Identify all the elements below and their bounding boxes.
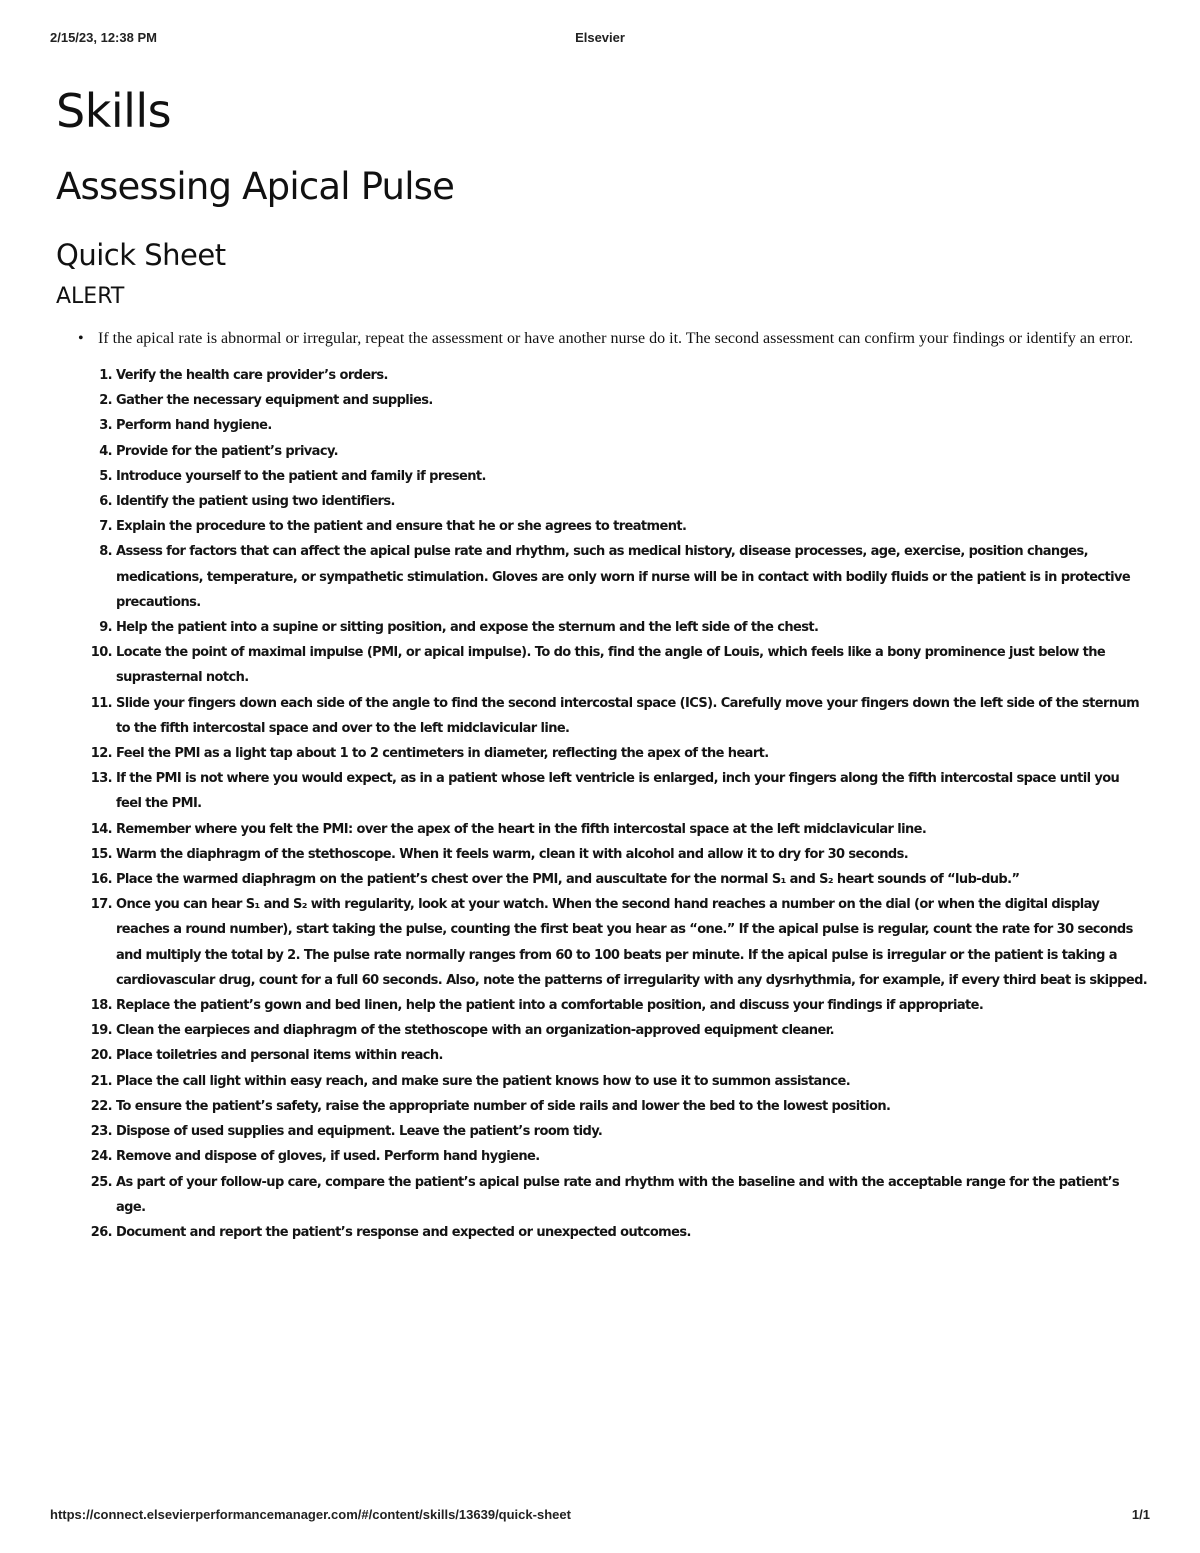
print-date: 2/15/23, 12:38 PM (50, 30, 157, 45)
step-item (56, 892, 1148, 993)
step-text: Dispose of used supplies and equipment. Leave the patient’s room tidy. (116, 1124, 603, 1140)
step-number: 12. (90, 746, 112, 762)
step-number: 1. (99, 368, 112, 383)
step-text: Remember where you felt the PMI: over the apex of the heart in the fifth intercostal space at the left midclavicular line. (116, 821, 927, 837)
alert-heading: ALERT (56, 284, 125, 309)
step-text: Replace the patient’s gown and bed linen, help the patient into a comfortable position, and discuss your findings if appropriate. (116, 998, 984, 1014)
page-content (56, 80, 1148, 1245)
step-number: 16. (90, 872, 112, 888)
step-text: Help the patient into a supine or sitting position, and expose the sternum and the left side of the chest. (116, 620, 819, 636)
step-item (56, 439, 1148, 464)
step-text: If the PMI is not where you would expect, as in a patient whose left ventricle is enlarged, inch your fingers along the fifth intercostal space until you feel the PMI. (116, 771, 1120, 812)
print-site-title: Elsevier (575, 30, 625, 45)
step-text: Perform hand hygiene. (116, 418, 272, 434)
step-item (56, 766, 1148, 816)
step-item (56, 993, 1148, 1018)
step-text: Clean the earpieces and diaphragm of the stethoscope with an organization-approved equipment cleaner. (116, 1023, 834, 1039)
step-item (56, 817, 1148, 842)
step-number: 3. (99, 418, 112, 434)
step-text: Warm the diaphragm of the stethoscope. When it feels warm, clean it with alcohol and allow it to dry for 30 seconds. (116, 846, 909, 862)
print-header (50, 30, 1150, 50)
step-number: 14. (90, 821, 112, 837)
step-item (56, 489, 1148, 514)
step-number: 5. (99, 468, 112, 484)
step-number: 8. (99, 544, 112, 560)
step-text: Assess for factors that can affect the apical pulse rate and rhythm, such as medical history, disease processes, age, exercise, position changes, medications, temperature, or sympathetic stimulation. Gloves are only worn if nurse will be in contact with bodily fluids or the patient is in protective precautions. (116, 544, 1131, 610)
step-item (56, 1220, 1148, 1245)
print-footer (50, 1507, 1150, 1527)
step-number: 13. (90, 771, 112, 787)
step-item (56, 615, 1148, 640)
step-number: 24. (90, 1149, 112, 1165)
step-text: Feel the PMI as a light tap about 1 to 2 centimeters in diameter, reflecting the apex of the heart. (116, 746, 769, 762)
step-text: Once you can hear S₁ and S₂ with regularity, look at your watch. When the second hand reaches a number on the dial (or when the digital display reaches a round number), start taking the pulse, counting the first beat you hear as “one.” If the apical pulse is regular, count the rate for 30 seconds and multiply the total by 2. The pulse rate normally ranges from 60 to 100 beats per minute. If the apical pulse is irregular or the patient is taking a cardiovascular drug, count for a full 60 seconds. Also, note the patterns of irregularity with any dysrhythmia, for example, if every third beat is skipped. (116, 897, 1148, 988)
step-text: Document and report the patient’s response and expected or unexpected outcomes. (116, 1224, 691, 1240)
bullet-icon: • (78, 330, 84, 347)
step-text: Slide your fingers down each side of the angle to find the second intercostal space (ICS). Carefully move your fingers down the left side of the sternum to the fifth intercostal space and over to the left midclavicular line. (116, 695, 1140, 736)
step-item (56, 842, 1148, 867)
step-item (56, 741, 1148, 766)
step-item (56, 388, 1148, 413)
step-item (56, 691, 1148, 741)
step-number: 4. (99, 443, 112, 459)
step-item (56, 539, 1148, 615)
sheet-title: Quick Sheet (56, 238, 226, 272)
step-text: Explain the procedure to the patient and ensure that he or she agrees to treatment. (116, 519, 687, 535)
alert-list (56, 326, 1148, 351)
step-item (56, 1144, 1148, 1169)
step-item (56, 1119, 1148, 1144)
step-item (56, 1170, 1148, 1220)
print-url: https://connect.elsevierperformancemanager.com/#/content/skills/13639/quick-sheet (50, 1507, 571, 1522)
step-item (56, 1043, 1148, 1068)
step-number: 23. (90, 1124, 112, 1140)
step-number: 6. (99, 494, 112, 510)
step-item (56, 867, 1148, 892)
step-number: 15. (90, 846, 112, 862)
step-text: Place the call light within easy reach, and make sure the patient knows how to use it to summon assistance. (116, 1073, 851, 1089)
step-number: 17. (90, 897, 112, 913)
step-text: As part of your follow-up care, compare the patient’s apical pulse rate and rhythm with the baseline and with the acceptable range for the patient’s age. (116, 1174, 1120, 1215)
skill-title: Assessing Apical Pulse (56, 165, 455, 208)
step-item (56, 1018, 1148, 1043)
step-number: 10. (90, 645, 112, 661)
step-number: 25. (90, 1174, 112, 1190)
step-number: 22. (90, 1098, 112, 1114)
step-item (56, 413, 1148, 438)
step-item (56, 1069, 1148, 1094)
step-number: 18. (90, 998, 112, 1014)
step-number: 9. (99, 620, 112, 636)
step-text: Introduce yourself to the patient and family if present. (116, 468, 486, 484)
step-number: 2. (99, 393, 112, 409)
step-number: 7. (99, 519, 112, 535)
page-number: 1/1 (1131, 1507, 1150, 1522)
alert-item-text: If the apical rate is abnormal or irregular, repeat the assessment or have another nurse do it. The second assessment can confirm your findings or identify an error. (98, 330, 1134, 347)
step-item (56, 363, 1148, 388)
step-number: 21. (90, 1073, 112, 1089)
step-number: 20. (90, 1048, 112, 1064)
step-item (56, 514, 1148, 539)
procedure-steps (56, 363, 1148, 1245)
step-item (56, 1094, 1148, 1119)
step-text: To ensure the patient’s safety, raise the appropriate number of side rails and lower the bed to the lowest position. (116, 1098, 891, 1114)
step-number: 26. (90, 1224, 112, 1240)
category-title: Skills (56, 84, 172, 138)
step-text: Verify the health care provider’s orders. (116, 368, 388, 383)
step-text: Identify the patient using two identifiers. (116, 494, 395, 510)
step-text: Place the warmed diaphragm on the patient’s chest over the PMI, and auscultate for the normal S₁ and S₂ heart sounds of “lub-dub.” (116, 872, 1020, 888)
step-number: 11. (90, 695, 112, 711)
step-number: 19. (90, 1023, 112, 1039)
step-text: Place toiletries and personal items within reach. (116, 1048, 443, 1064)
step-text: Remove and dispose of gloves, if used. Perform hand hygiene. (116, 1149, 540, 1165)
alert-item (78, 326, 1148, 351)
step-text: Provide for the patient’s privacy. (116, 443, 338, 459)
step-text: Gather the necessary equipment and supplies. (116, 393, 433, 409)
step-item (56, 640, 1148, 690)
step-item (56, 464, 1148, 489)
step-text: Locate the point of maximal impulse (PMI, or apical impulse). To do this, find the angle of Louis, which feels like a bony prominence just below the suprasternal notch. (116, 645, 1106, 686)
